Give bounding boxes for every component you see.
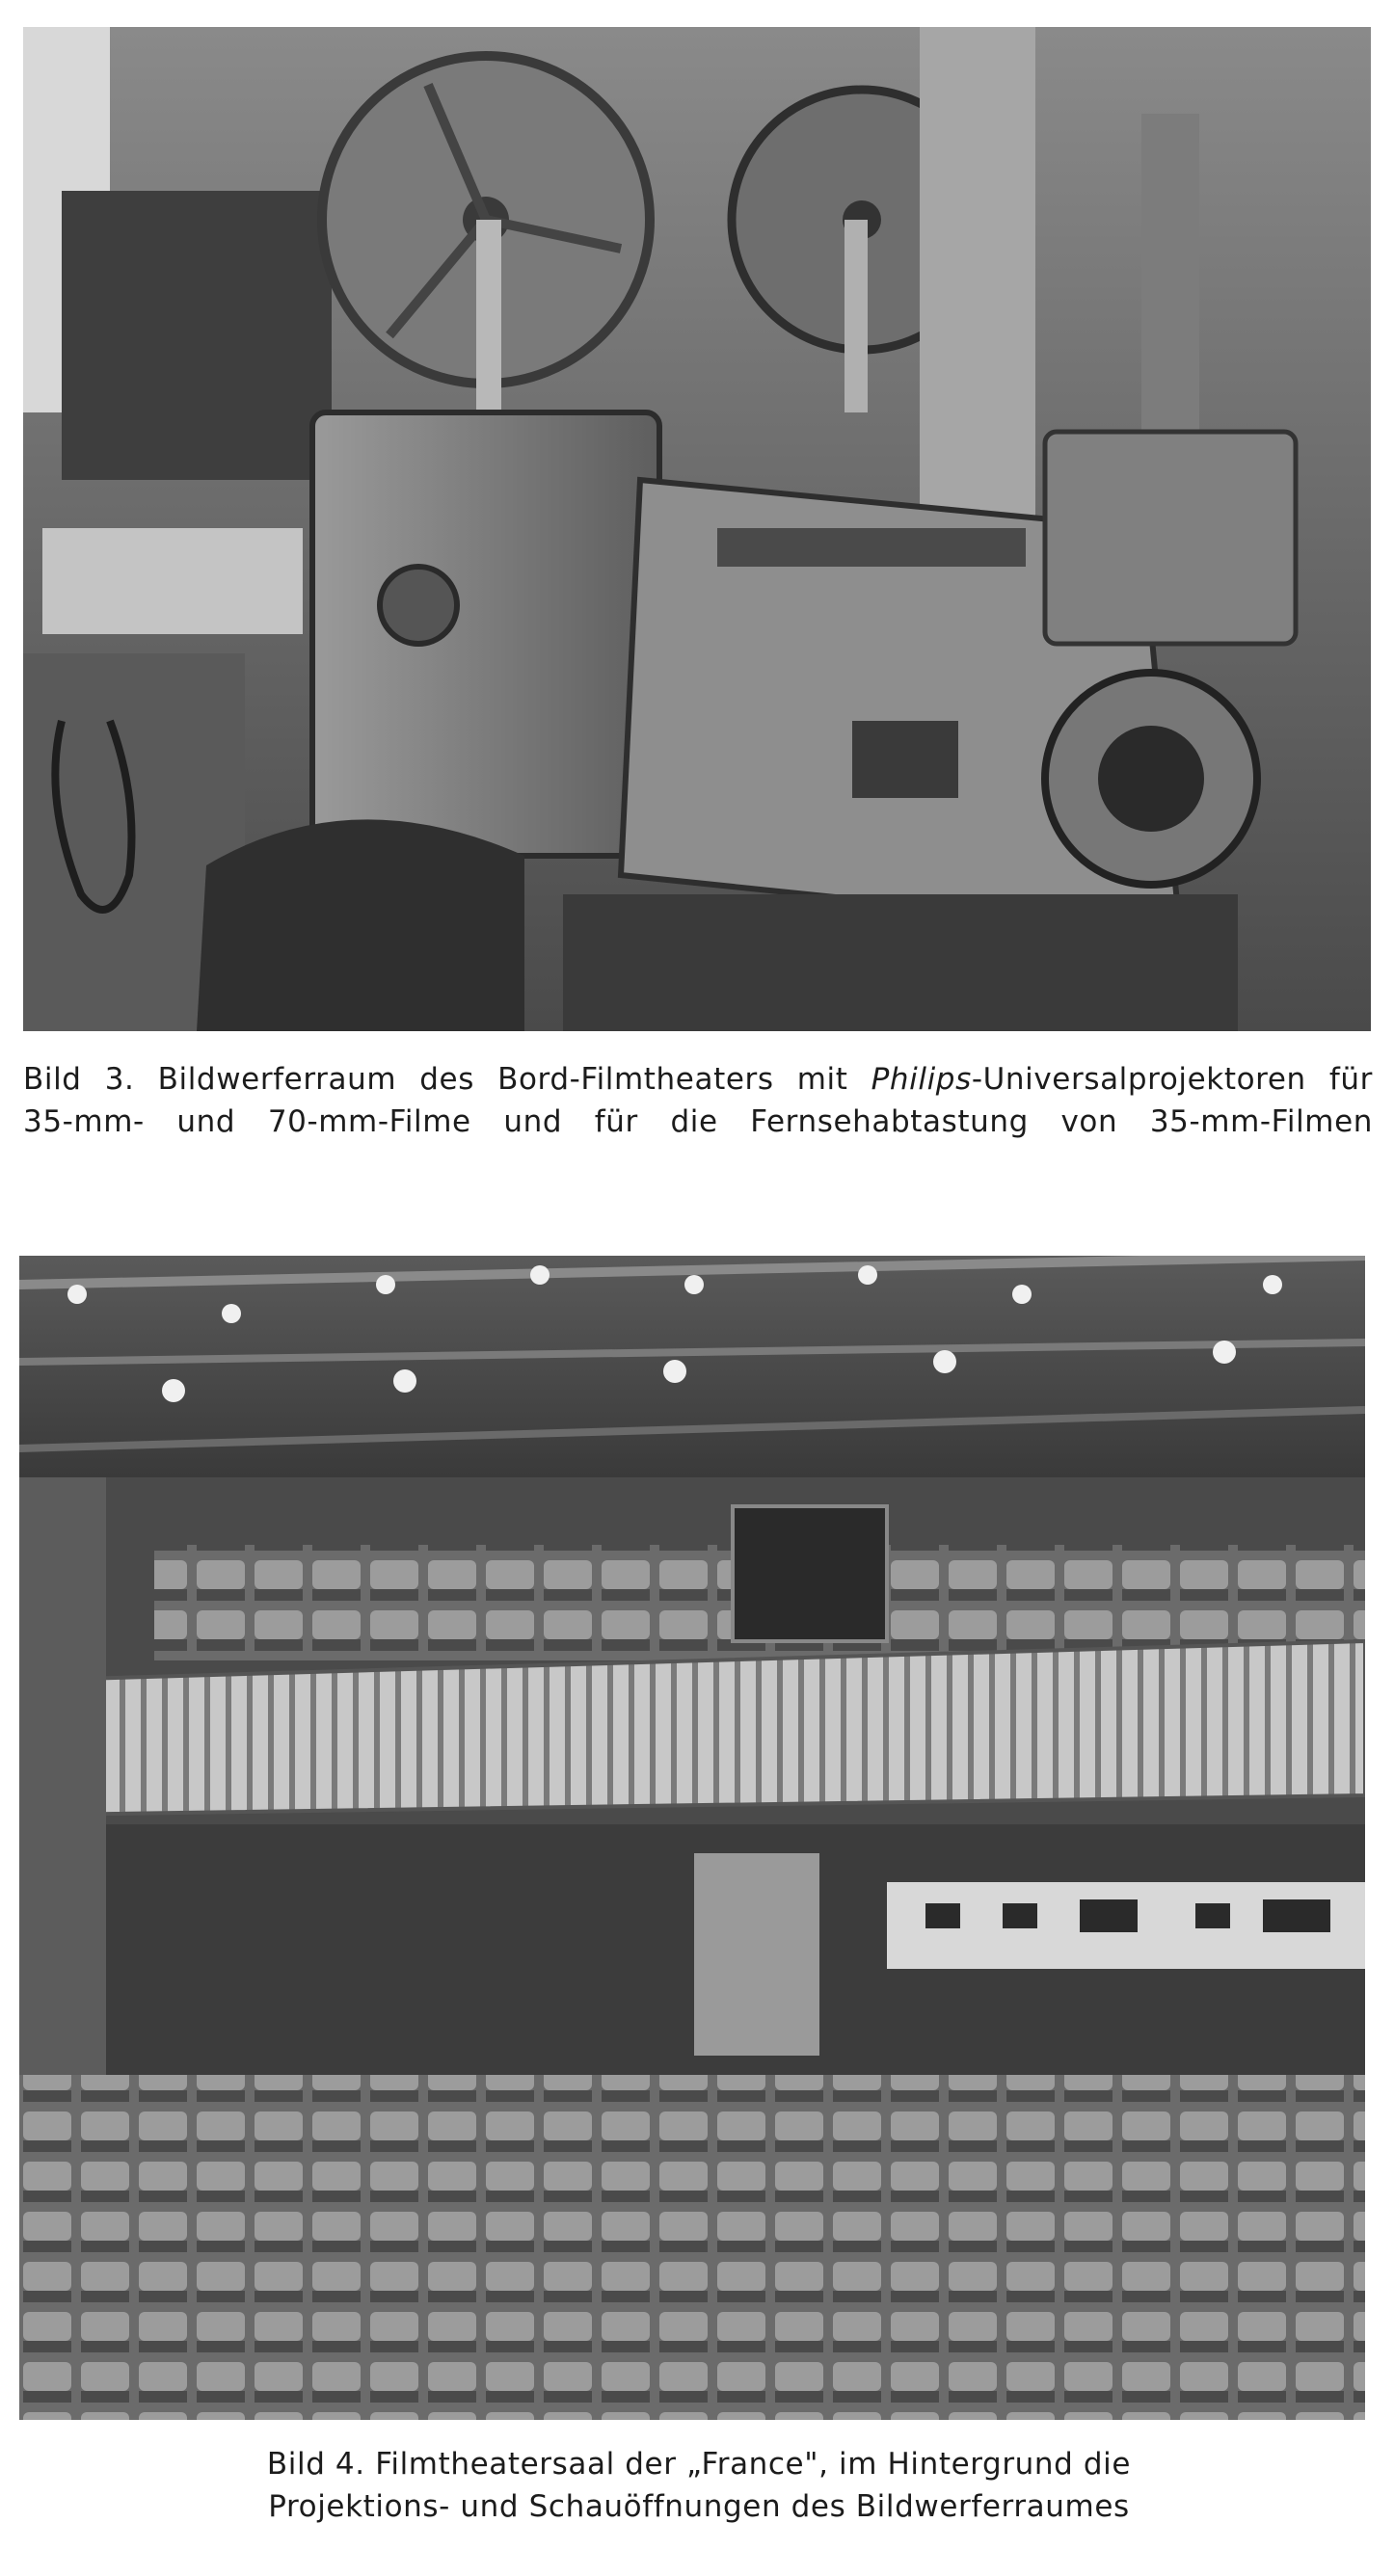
auditorium-illustration xyxy=(19,1256,1365,2420)
figure-3-caption-text-end: -Universalprojektoren für xyxy=(971,1062,1373,1097)
figure-3-caption-line-2: 35-mm- und 70-mm-Filme und für die Fernsehabtastung von 35-mm-Filmen xyxy=(23,1104,1373,1139)
figure-4-caption-line-1 xyxy=(145,2443,1253,2485)
projector-illustration xyxy=(23,27,1371,1031)
figure-4-caption xyxy=(145,2443,1253,2528)
figure-3-caption-text-start: Bildwerferraum des Bord-Filmtheaters mit xyxy=(157,1062,871,1097)
figure-3-label: Bild 3. xyxy=(23,1062,135,1097)
figure-3-caption-line-1 xyxy=(23,1058,1373,1101)
figure-3-caption xyxy=(23,1058,1373,1143)
figure-4-caption-text: Filmtheatersaal der „France", im Hintergrund die xyxy=(375,2447,1132,2482)
figure-4-label: Bild 4. xyxy=(266,2447,365,2482)
projection-room-photo xyxy=(23,27,1371,1031)
cinema-hall-photo xyxy=(19,1256,1365,2420)
figure-4-caption-line-2: Projektions- und Schauöffnungen des Bildwerferraumes xyxy=(268,2489,1130,2524)
brand-name: Philips xyxy=(871,1062,972,1097)
